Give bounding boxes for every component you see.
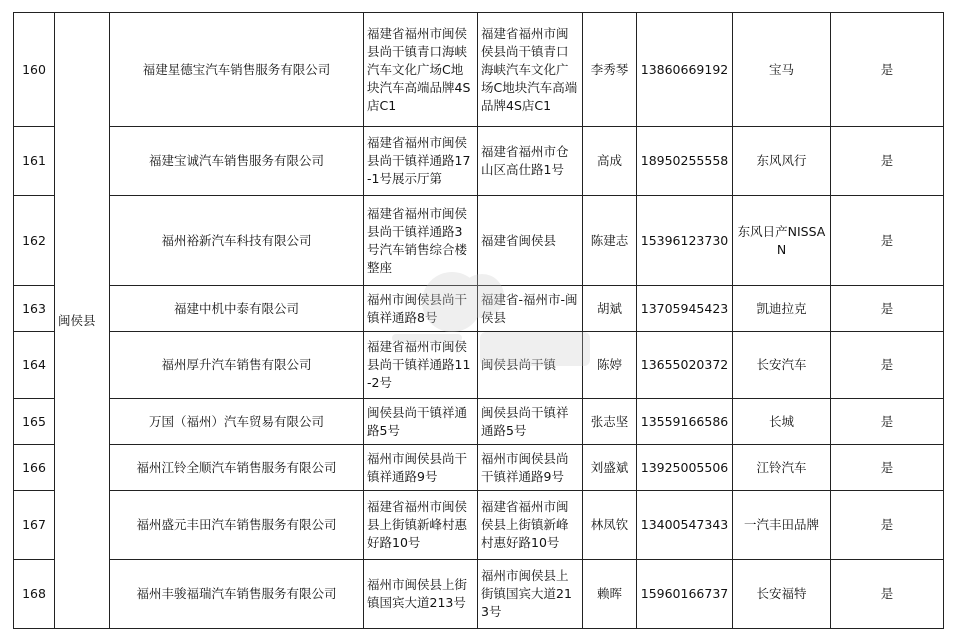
contact-phone: 15396123730 [637,196,733,286]
brand: 江铃汽车 [733,445,831,491]
status-flag: 是 [831,491,944,560]
contact-phone: 15960166737 [637,560,733,629]
table-row [14,445,944,491]
company-name: 福州丰骏福瑞汽车销售服务有限公司 [110,560,364,629]
table-row [14,399,944,445]
registered-address: 福建省福州市闽侯县尚干镇祥通路3号汽车销售综合楼整座 [364,196,478,286]
registered-address: 闽侯县尚干镇祥通路5号 [364,399,478,445]
status-flag: 是 [831,196,944,286]
contact-person: 陈建志 [583,196,637,286]
table-row [14,491,944,560]
brand: 凯迪拉克 [733,286,831,332]
row-index: 161 [14,127,55,196]
table-row [14,13,944,127]
brand: 长安福特 [733,560,831,629]
status-flag: 是 [831,445,944,491]
company-name: 福州裕新汽车科技有限公司 [110,196,364,286]
registered-address: 福建省福州市闽侯县尚干镇祥通路17-1号展示厅第 [364,127,478,196]
contact-person: 高成 [583,127,637,196]
row-index: 163 [14,286,55,332]
table-row [14,286,944,332]
table-row [14,332,944,399]
brand: 一汽丰田品牌 [733,491,831,560]
row-index: 165 [14,399,55,445]
row-index: 162 [14,196,55,286]
brand: 东风日产NISSAN [733,196,831,286]
table-row [14,196,944,286]
company-name: 福建中机中泰有限公司 [110,286,364,332]
registered-address: 福建省福州市闽侯县尚干镇青口海峡汽车文化广场C地块汽车高端品牌4S店C1 [364,13,478,127]
row-index: 168 [14,560,55,629]
status-flag: 是 [831,399,944,445]
contact-person: 赖晖 [583,560,637,629]
contact-phone: 13925005506 [637,445,733,491]
company-name: 福建宝诚汽车销售服务有限公司 [110,127,364,196]
status-flag: 是 [831,13,944,127]
registered-address: 福州市闽侯县尚干镇祥通路8号 [364,286,478,332]
contact-person: 张志坚 [583,399,637,445]
company-name: 福州江铃全顺汽车销售服务有限公司 [110,445,364,491]
business-address: 福建省福州市闽侯县上街镇新峰村惠好路10号 [478,491,583,560]
contact-person: 陈婷 [583,332,637,399]
status-flag: 是 [831,332,944,399]
brand: 东风风行 [733,127,831,196]
contact-phone: 13860669192 [637,13,733,127]
business-address: 福建省福州市闽侯县尚干镇青口海峡汽车文化广场C地块汽车高端品牌4S店C1 [478,13,583,127]
company-name: 福州厚升汽车销售有限公司 [110,332,364,399]
status-flag: 是 [831,560,944,629]
table-row [14,127,944,196]
contact-phone: 13655020372 [637,332,733,399]
table-row [14,560,944,629]
contact-phone: 18950255558 [637,127,733,196]
business-address: 福州市闽侯县尚干镇祥通路9号 [478,445,583,491]
business-address: 福建省闽侯县 [478,196,583,286]
contact-phone: 13705945423 [637,286,733,332]
dealer-table [13,12,944,629]
status-flag: 是 [831,286,944,332]
row-index: 160 [14,13,55,127]
contact-person: 胡斌 [583,286,637,332]
company-name: 福建星德宝汽车销售服务有限公司 [110,13,364,127]
business-address: 福建省-福州市-闽侯县 [478,286,583,332]
business-address: 福州市闽侯县上街镇国宾大道213号 [478,560,583,629]
business-address: 闽侯县尚干镇祥通路5号 [478,399,583,445]
row-index: 166 [14,445,55,491]
contact-phone: 13559166586 [637,399,733,445]
county-cell: 闽侯县 [55,13,110,629]
status-flag: 是 [831,127,944,196]
company-name: 万国（福州）汽车贸易有限公司 [110,399,364,445]
brand: 宝马 [733,13,831,127]
registered-address: 福建省福州市闽侯县上街镇新峰村惠好路10号 [364,491,478,560]
registered-address: 福建省福州市闽侯县尚干镇祥通路11-2号 [364,332,478,399]
contact-person: 刘盛斌 [583,445,637,491]
business-address: 福建省福州市仓山区高仕路1号 [478,127,583,196]
brand: 长城 [733,399,831,445]
company-name: 福州盛元丰田汽车销售服务有限公司 [110,491,364,560]
registered-address: 福州市闽侯县尚干镇祥通路9号 [364,445,478,491]
brand: 长安汽车 [733,332,831,399]
contact-person: 林凤钦 [583,491,637,560]
contact-phone: 13400547343 [637,491,733,560]
business-address: 闽侯县尚干镇 [478,332,583,399]
row-index: 164 [14,332,55,399]
registered-address: 福州市闽侯县上街镇国宾大道213号 [364,560,478,629]
row-index: 167 [14,491,55,560]
contact-person: 李秀琴 [583,13,637,127]
